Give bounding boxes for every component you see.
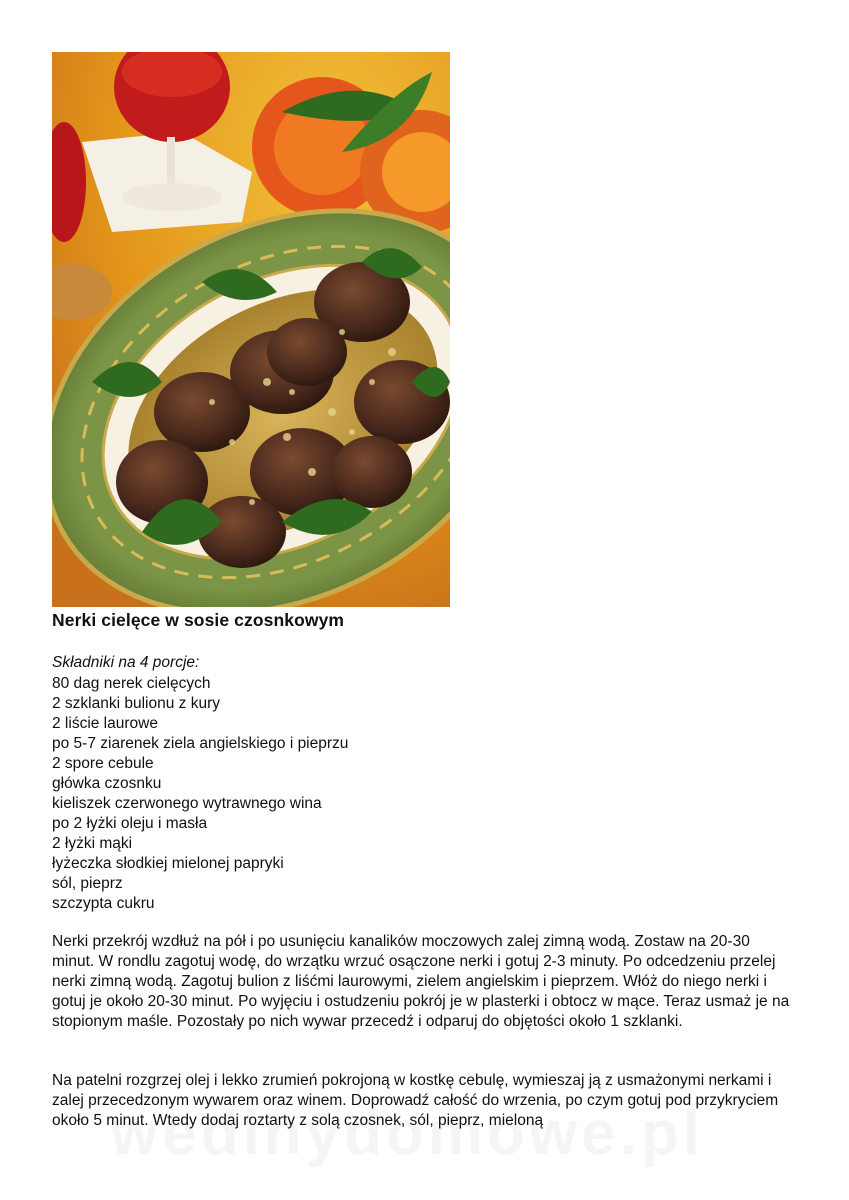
instructions-paragraph: Na patelni rozgrzej olej i lekko zrumień pokrojoną w kostkę cebulę, wymieszaj ją z usmażonymi nerkami i zalej przecedzonym wywarem oraz winem. Doprowadź całość do wrzenia, po czym gotuj pod przykryciem około 5 minut. Wtedy dodaj roztarty z solą czosnek, sól, pieprz, mieloną <box>52 1072 779 1129</box>
instructions-paragraph: Nerki przekrój wzdłuż na pół i po usunięciu kanalików moczowych zalej zimną wodą. Zostaw na 20-30 minut. W rondlu zagotuj wodę, do wrzątku wrzuć osączone nerki i gotuj 2-3 minuty. Po odcedzeniu przelej nerki zimną wodą. Zagotuj bulion z liśćmi laurowymi, zielem angielskim i pieprzem. Włóż do niego nerki i gotuj je około 20-30 minut. Po wyjęciu i ostudzeniu pokrój je w plasterki i obtocz w mące. Teraz usmaż je na stopionym maśle. Pozostały po nich wywar przecedź i odparuj do objętości około 1 szklanki. <box>52 933 790 1030</box>
watermark <box>110 1098 704 1169</box>
recipe-photo <box>52 52 450 607</box>
ingredient-item: 2 liście laurowe <box>52 715 158 732</box>
ingredient-item: 2 szklanki bulionu z kury <box>52 695 220 712</box>
ingredient-item: kieliszek czerwonego wytrawnego wina <box>52 795 322 812</box>
ingredient-item: sól, pieprz <box>52 875 123 892</box>
ingredient-item: 2 łyżki mąki <box>52 835 133 852</box>
ingredients-list <box>52 674 348 914</box>
ingredient-item: główka czosnku <box>52 775 162 792</box>
ingredient-item: 2 spore cebule <box>52 755 154 772</box>
dish-illustration <box>52 52 450 607</box>
recipe-title: Nerki cielęce w sosie czosnkowym <box>52 610 345 630</box>
ingredient-item: po 2 łyżki oleju i masła <box>52 815 208 832</box>
ingredient-item: szczypta cukru <box>52 895 155 912</box>
ingredients-heading: Składniki na 4 porcje: <box>52 654 200 671</box>
ingredient-item: po 5-7 ziarenek ziela angielskiego i pieprzu <box>52 735 349 752</box>
ingredient-item: 80 dag nerek cielęcych <box>52 675 211 692</box>
ingredient-item: łyżeczka słodkiej mielonej papryki <box>52 855 284 872</box>
